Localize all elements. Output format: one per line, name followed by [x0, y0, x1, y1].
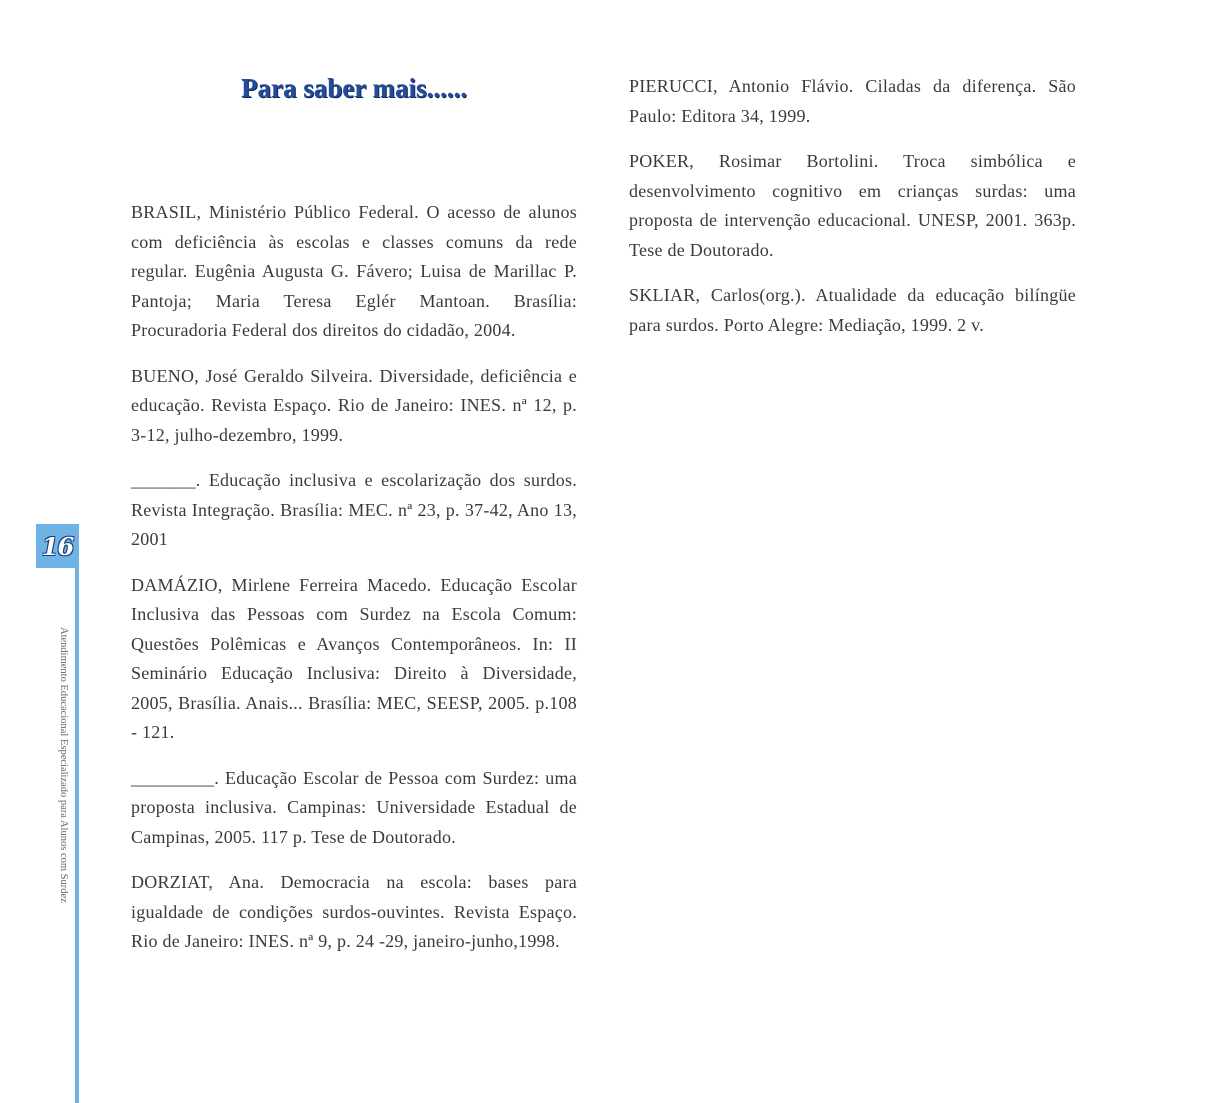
reference-entry: PIERUCCI, Antonio Flávio. Ciladas da diferença. São Paulo: Editora 34, 1999.: [629, 76, 1076, 126]
side-accent-rule: [75, 524, 79, 1103]
reference-entry: DAMÁZIO, Mirlene Ferreira Macedo. Educação Escolar Inclusiva das Pessoas com Surdez na Escola Comum: Questões Polêmicas e Avanços Contemporâneos. In: II Seminário Educação Inclusiva: Direito à Diversidade, 2005, Brasília. Anais... Brasília: MEC, SEESP, 2005. p.108 - 121.: [131, 574, 577, 742]
page-heading: Para saber mais......: [241, 73, 467, 103]
reference-entry: BUENO, José Geraldo Silveira. Diversidade, deficiência e educação. Revista Espaço. Rio de Janeiro: INES. nª 12, p. 3-12, julho-dezembro, 1999.: [131, 365, 577, 445]
page-number: 16: [41, 531, 74, 561]
reference-entry: SKLIAR, Carlos(org.). Atualidade da educação bilíngüe para surdos. Porto Alegre: Mediação, 1999. 2 v.: [629, 285, 1076, 335]
reference-entry: _________. Educação Escolar de Pessoa com Surdez: uma proposta inclusiva. Campinas: Universidade Estadual de Campinas, 2005. 117 p. Tese de Doutorado.: [131, 767, 577, 847]
reference-entry: DORZIAT, Ana. Democracia na escola: bases para igualdade de condições surdos-ouvintes. Revista Espaço. Rio de Janeiro: INES. nª 9, p. 24 -29, janeiro-junho,1998.: [131, 872, 577, 951]
reference-entry: POKER, Rosimar Bortolini. Troca simbólica e desenvolvimento cognitivo em crianças surdas: uma proposta de intervenção educacional. UNESP, 2001. 363p. Tese de Doutorado.: [629, 151, 1076, 260]
page-number-badge: [36, 524, 79, 568]
references-left-column: [131, 198, 577, 973]
reference-entry: _______. Educação inclusiva e escolarização dos surdos. Revista Integração. Brasília: MEC. nª 23, p. 37-42, Ano 13, 2001: [131, 470, 577, 549]
running-title: Atendimento Educacional Especializado para Alunos com Surdez: [58, 627, 69, 903]
reference-entry: BRASIL, Ministério Público Federal. O acesso de alunos com deficiência às escolas e classes comuns da rede regular. Eugênia Augusta G. Fávero; Luisa de Marillac P. Pantoja; Maria Teresa Eglér Mantoan. Brasília: Procuradoria Federal dos direitos do cidadão, 2004.: [131, 202, 577, 340]
references-right-column: [629, 72, 1076, 356]
